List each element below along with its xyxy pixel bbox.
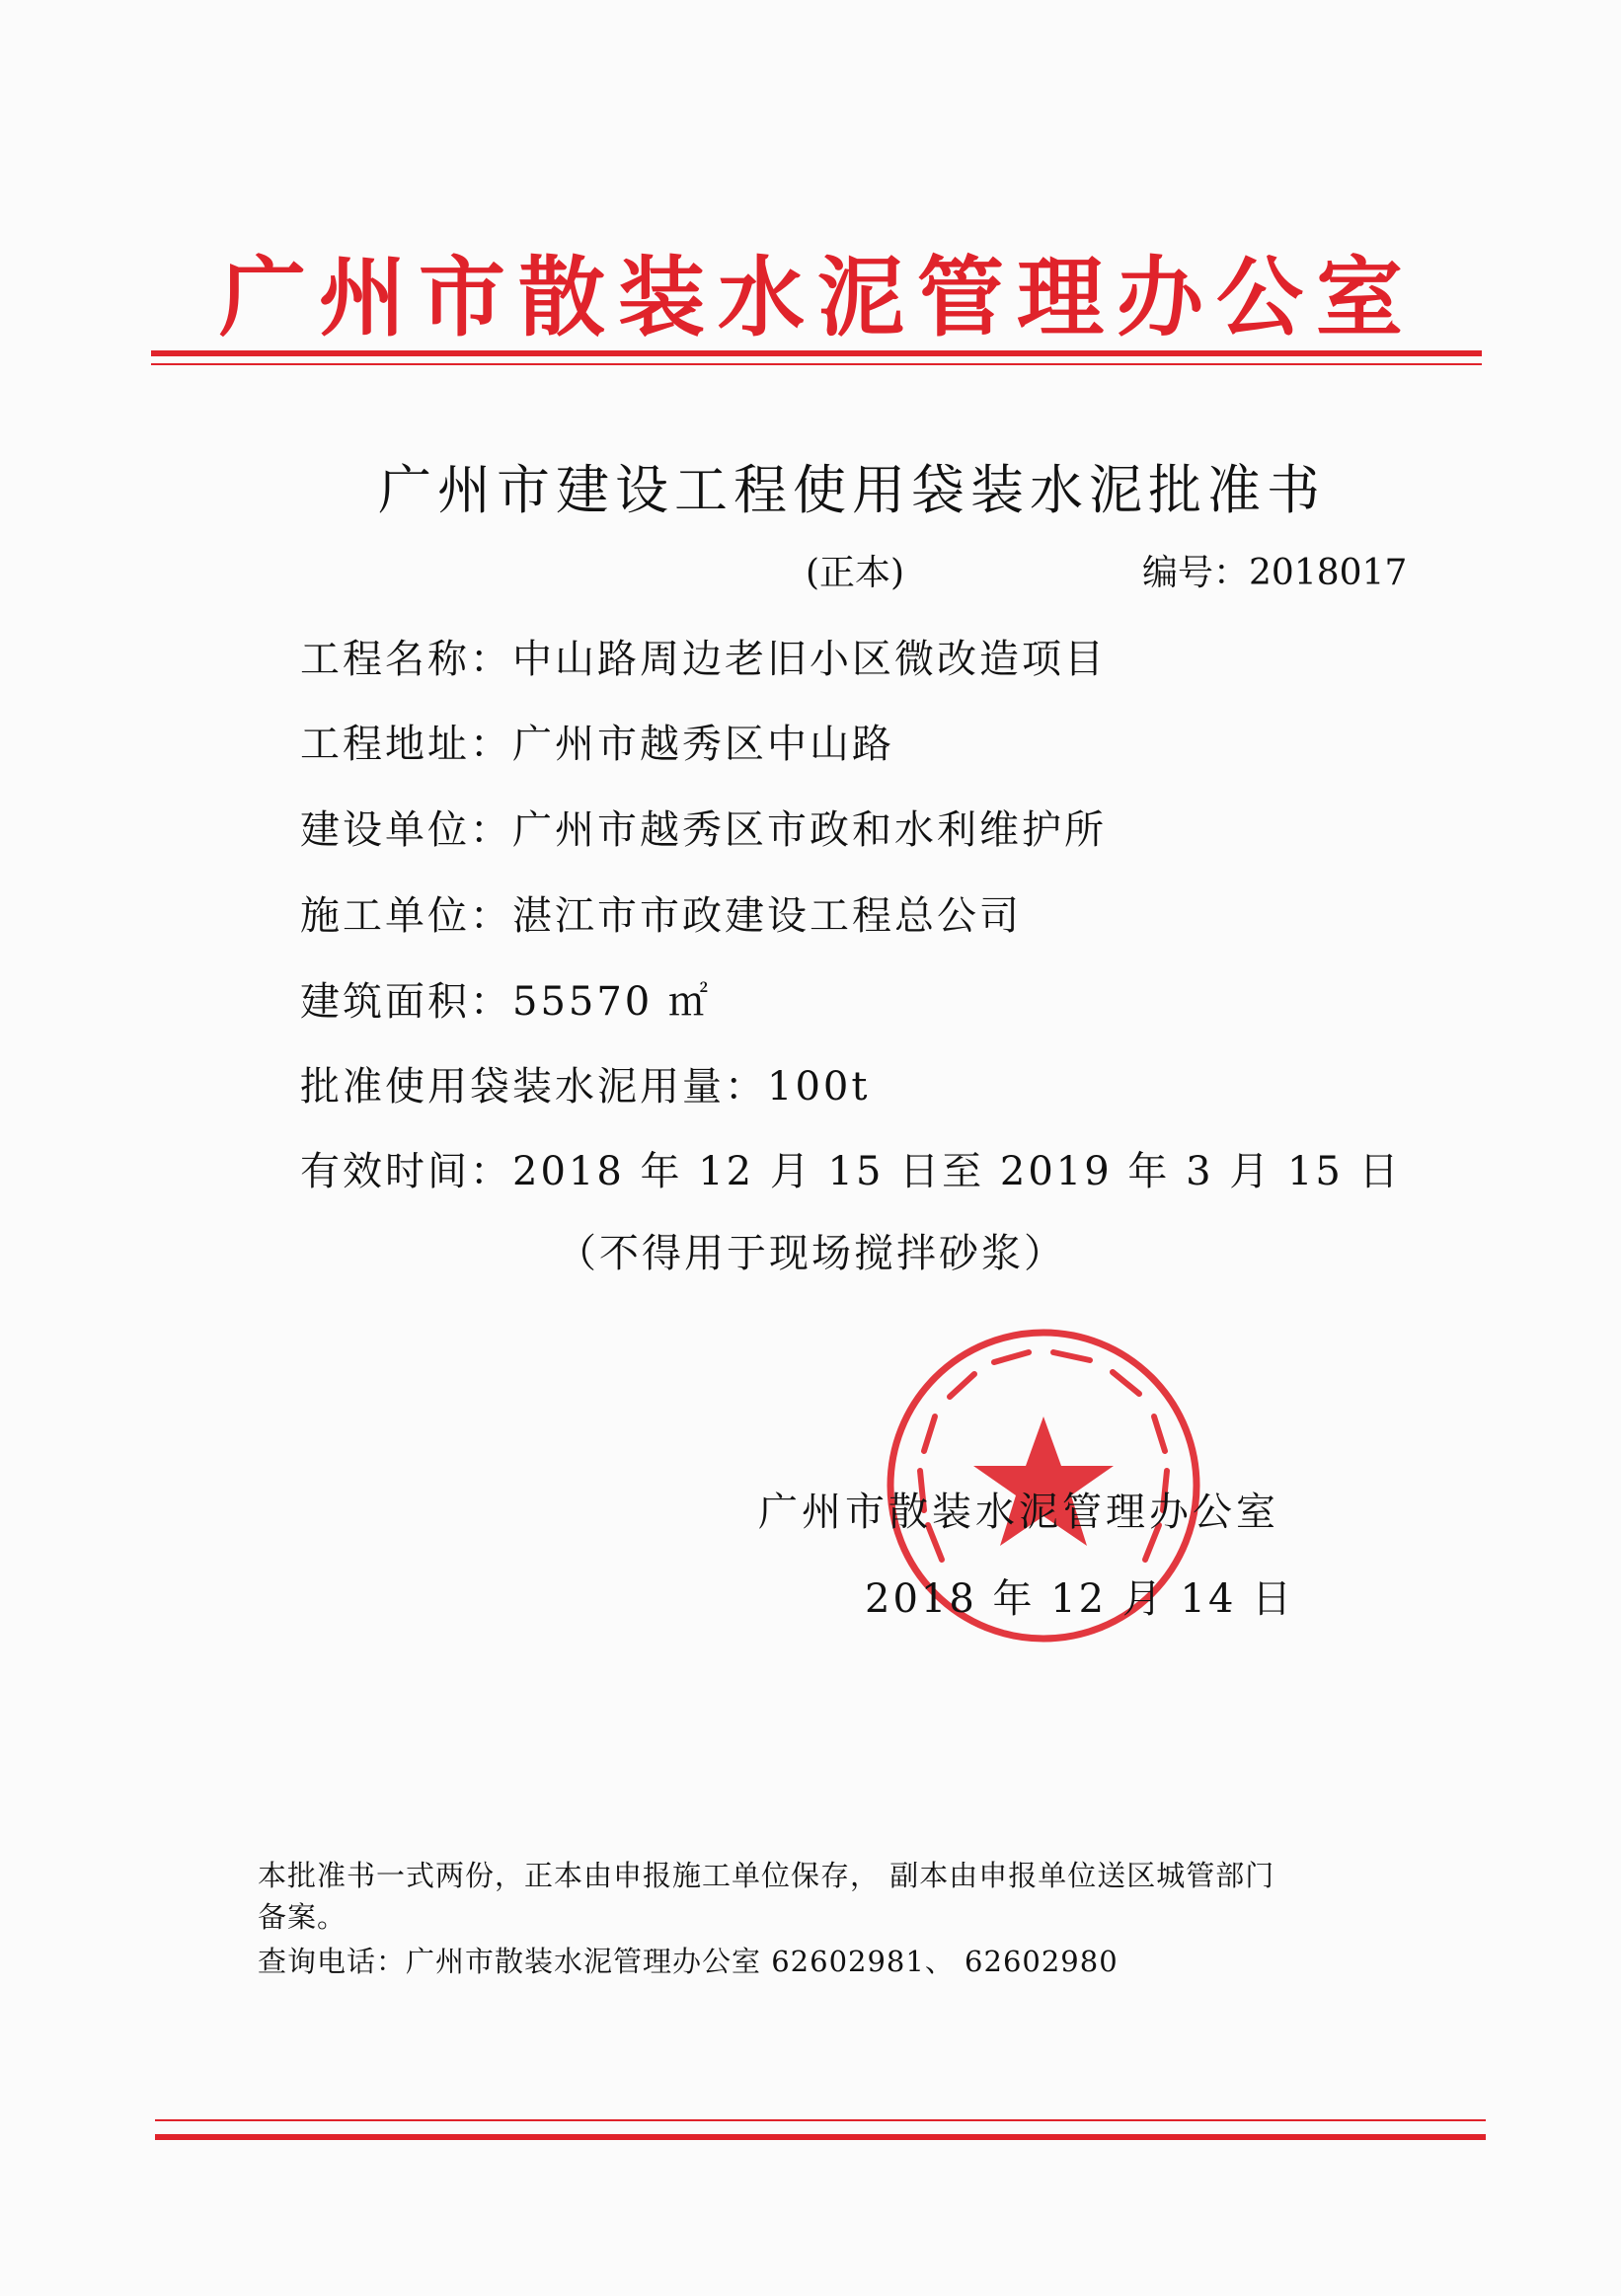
issue-date: 2018 年 12 月 14 日 [865, 1576, 1295, 1622]
field-floor-area [300, 970, 711, 1027]
footer-rule-thick [155, 2134, 1486, 2140]
header-rule-thick [151, 350, 1482, 356]
field-value: 湛江市市政建设工程总公司 [512, 893, 1022, 939]
letterhead-org-name: 广州市散装水泥管理办公室 [219, 246, 1417, 348]
document-title: 广州市建设工程使用袋装水泥批准书 [378, 459, 1326, 521]
copy-type: (正本) [806, 553, 905, 593]
serial-label: 编号： [1142, 553, 1250, 593]
field-label: 工程地址： [300, 722, 512, 767]
field-contractor [300, 884, 1022, 941]
field-label: 施工单位： [300, 893, 512, 939]
field-label: 工程名称： [300, 637, 512, 682]
field-value: 55570 ㎡ [512, 979, 711, 1025]
restriction-note: （不得用于现场搅拌砂浆） [557, 1231, 1066, 1276]
field-value: 100t [767, 1064, 871, 1110]
field-value: 广州市越秀区市政和水利维护所 [512, 807, 1107, 853]
field-label: 建设单位： [300, 807, 512, 853]
field-project-address [300, 713, 894, 769]
field-project-name [300, 628, 1107, 684]
issuer-signature: 广州市散装水泥管理办公室 [758, 1490, 1279, 1535]
footer-note-line1: 本批准书一式两份，正本由申报施工单位保存， 副本由申报单位送区城管部门 [258, 1859, 1275, 1892]
header-rule-thin [151, 363, 1482, 365]
field-valid-period [300, 1140, 1402, 1196]
field-value: 2018 年 12 月 15 日至 2019 年 3 月 15 日 [512, 1149, 1402, 1194]
field-label: 批准使用袋装水泥用量： [300, 1064, 767, 1110]
serial-value: 2018017 [1249, 553, 1408, 593]
footer-rule-thin [155, 2119, 1486, 2121]
footer-contact-phone: 查询电话：广州市散装水泥管理办公室 62602981、 62602980 [258, 1945, 1119, 1978]
footer-note-line2: 备案。 [258, 1900, 347, 1934]
field-developer [300, 799, 1107, 855]
field-value: 中山路周边老旧小区微改造项目 [512, 637, 1107, 682]
serial-number [1142, 545, 1407, 595]
field-label: 有效时间： [300, 1149, 512, 1194]
field-approved-amount [300, 1055, 870, 1111]
field-value: 广州市越秀区中山路 [512, 722, 894, 767]
field-label: 建筑面积： [300, 979, 512, 1025]
